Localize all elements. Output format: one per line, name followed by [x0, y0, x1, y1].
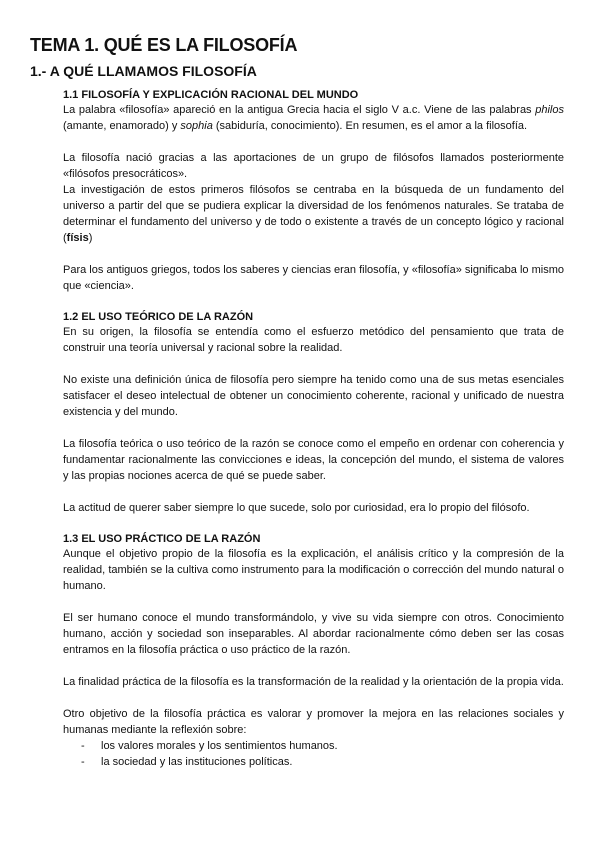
bold-term: físis: [66, 232, 89, 244]
document-title: TEMA 1. QUÉ ES LA FILOSOFÍA: [30, 35, 298, 55]
text-run: La investigación de estos primeros filósofos se centraba en la búsqueda de un fundamento del universo a partir del que se pudiera explicar la diversidad de los fenómenos naturales. Se trataba de determinar el fundamento del universo y de todo o existente a través de un concepto lógico y racional (: [63, 184, 564, 244]
paragraph: [63, 102, 564, 134]
chapter-heading: 1.- A QUÉ LLAMAMOS FILOSOFÍA: [30, 63, 257, 79]
paragraph: La finalidad práctica de la filosofía es la transformación de la realidad y la orientación de la propia vida.: [63, 676, 564, 688]
list-item-text: la sociedad y las instituciones políticas.: [101, 756, 293, 768]
paragraph: La filosofía teórica o uso teórico de la razón se conoce como el empeño en ordenar con coherencia y fundamentar racionalmente las convicciones e ideas, la concepción del mundo, el sistema de valores y las propias nociones acerca de qué se puede saber.: [63, 438, 564, 482]
list-item: [63, 738, 564, 754]
paragraph: No existe una definición única de filosofía pero siempre ha tenido como una de sus metas esenciales satisfacer el deseo intelectual de obtener un conocimiento coherente, racional y unificado de nuestra existencia y del mundo.: [63, 374, 564, 418]
text-run: ): [88, 232, 93, 244]
paragraph: Otro objetivo de la filosofía práctica es valorar y promover la mejora en las relaciones sociales y humanas mediante la reflexión sobre:: [63, 708, 564, 736]
text-run: La palabra «filosofía» apareció en la antigua Grecia hacia el siglo V a.c. Viene de las palabras: [63, 104, 536, 116]
section-title: 1.3 EL USO PRÁCTICO DE LA RAZÓN: [63, 533, 261, 545]
paragraph: Para los antiguos griegos, todos los saberes y ciencias eran filosofía, y «filosofía» significaba lo mismo que «ciencia».: [63, 264, 564, 292]
section-1-1: [63, 88, 564, 770]
section-title: 1.2 EL USO TEÓRICO DE LA RAZÓN: [63, 311, 254, 323]
italic-term: sophia: [180, 120, 213, 132]
dash-marker: -: [81, 756, 85, 768]
text-run: (sabiduría, conocimiento). En resumen, es el amor a la filosofía.: [212, 120, 528, 132]
text-run: (amante, enamorado) y: [63, 120, 181, 132]
paragraph: Aunque el objetivo propio de la filosofía es la explicación, el análisis crítico y la compresión de la realidad, también se la cultiva como instrumento para la modificación o corrección del mundo natural o humano.: [63, 548, 564, 592]
italic-term: philos: [535, 104, 564, 116]
dash-marker: -: [81, 740, 85, 752]
paragraph: La actitud de querer saber siempre lo que sucede, solo por curiosidad, era lo propio del filósofo.: [63, 502, 530, 514]
list-item: [63, 754, 564, 770]
paragraph: En su origen, la filosofía se entendía como el esfuerzo metódico del pensamiento que trata de construir una teoría universal y racional sobre la realidad.: [63, 326, 564, 354]
list-item-text: los valores morales y los sentimientos humanos.: [101, 740, 338, 752]
paragraph: La filosofía nació gracias a las aportaciones de un grupo de filósofos llamados posteriormente «filósofos presocráticos».: [63, 152, 564, 180]
paragraph: El ser humano conoce el mundo transformándolo, y vive su vida siempre con otros. Conocimiento humano, acción y sociedad son inseparables. Al abordar racionalmente cómo deben ser las cosas entramos en la filosofía práctica o uso práctico de la razón.: [63, 612, 564, 656]
paragraph: [63, 182, 564, 246]
section-title: 1.1 FILOSOFÍA Y EXPLICACIÓN RACIONAL DEL MUNDO: [63, 89, 359, 101]
bullet-list: [63, 738, 564, 770]
